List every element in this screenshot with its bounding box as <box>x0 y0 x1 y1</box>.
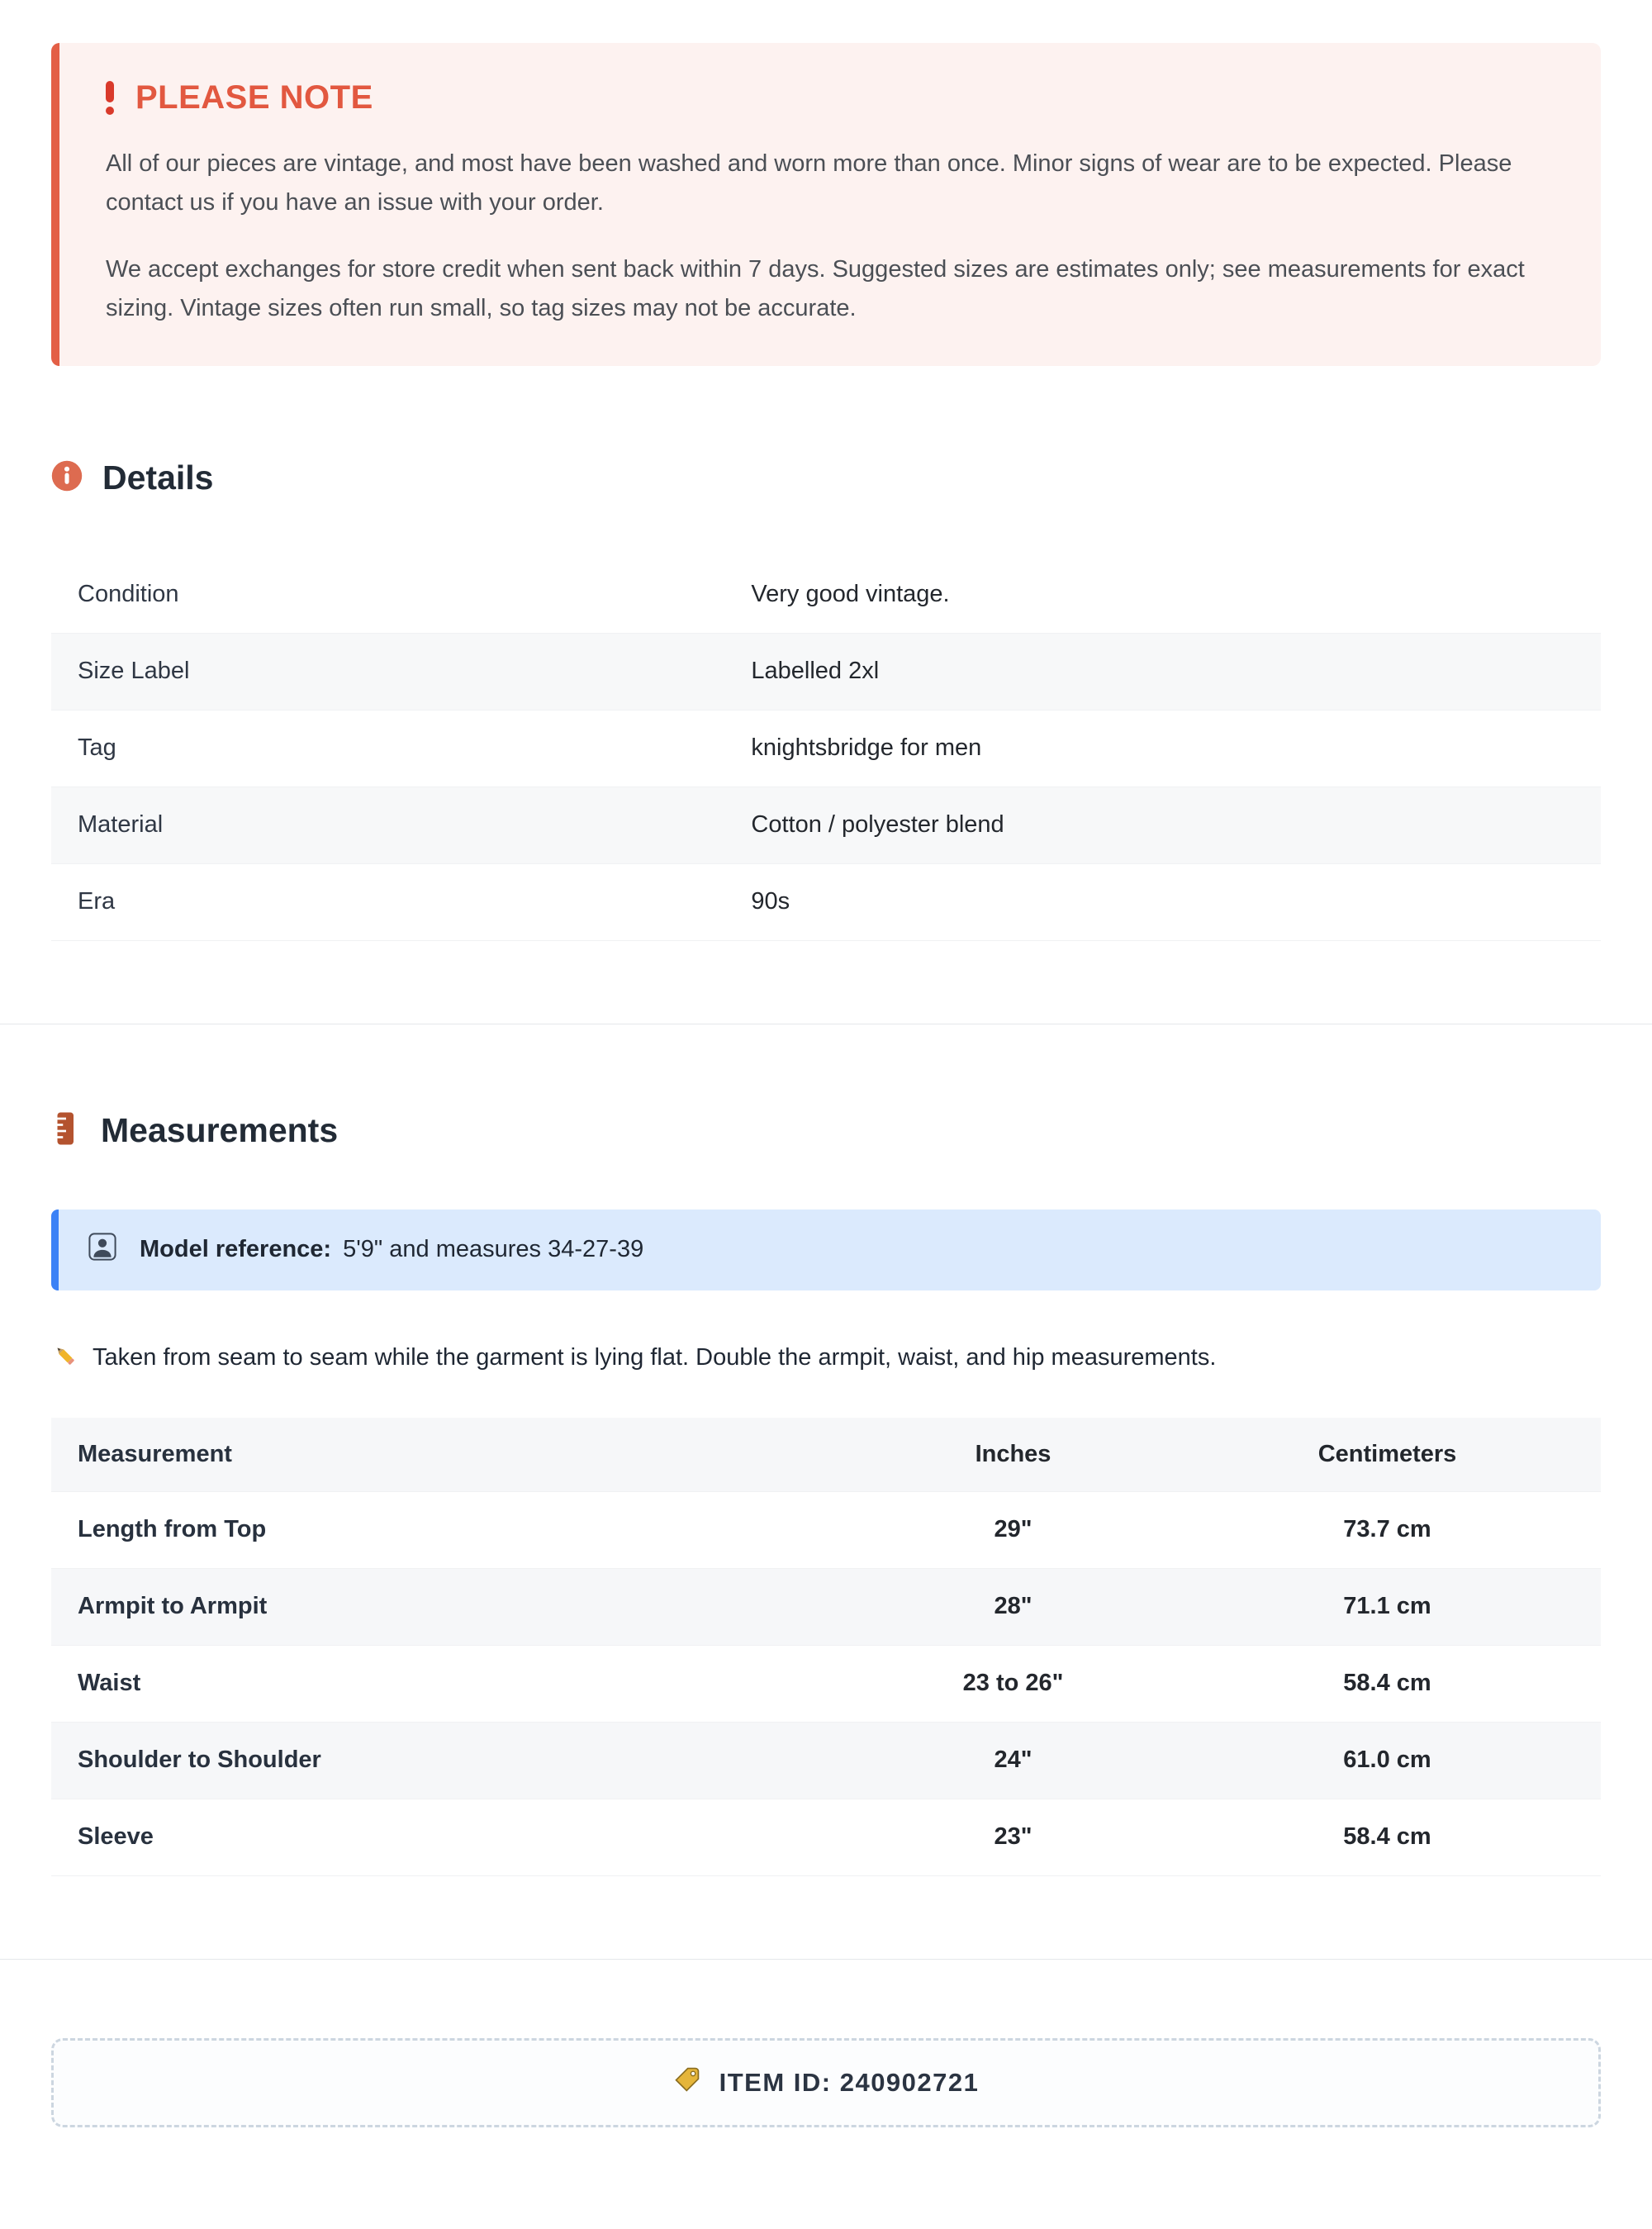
details-label: Tag <box>78 734 116 762</box>
details-label: Condition <box>78 581 179 608</box>
pencil-icon <box>51 1342 78 1375</box>
person-icon <box>88 1233 116 1267</box>
divider <box>0 1959 1652 1960</box>
model-reference-text <box>140 1236 643 1263</box>
details-row-size-label <box>51 634 1601 711</box>
model-reference-callout <box>51 1210 1601 1290</box>
measurement-cm: 58.4 cm <box>1343 1823 1431 1851</box>
measurement-cm: 61.0 cm <box>1343 1747 1431 1774</box>
top-section <box>0 43 1652 941</box>
details-row-condition <box>51 557 1601 634</box>
measurement-row-waist <box>51 1646 1601 1723</box>
measurement-name: Waist <box>78 1670 141 1697</box>
header-inches: Inches <box>975 1440 1051 1467</box>
details-value: Very good vintage. <box>751 581 950 608</box>
details-label: Size Label <box>78 658 190 685</box>
measurement-inches: 23" <box>994 1823 1032 1851</box>
measuring-note-text: Taken from seam to seam while the garment is lying flat. Double the armpit, waist, and hip measurements. <box>93 1344 1217 1371</box>
measurements-title: Measurements <box>101 1110 339 1149</box>
details-label: Material <box>78 811 164 839</box>
measurement-row-length <box>51 1492 1601 1569</box>
measurement-row-armpit <box>51 1569 1601 1646</box>
details-row-era <box>51 864 1601 941</box>
please-note-title: PLEASE NOTE <box>135 79 373 116</box>
measurement-inches: 28" <box>994 1593 1032 1620</box>
measurement-name: Length from Top <box>78 1516 267 1543</box>
note-paragraph-2: We accept exchanges for store credit when sent back within 7 days. Suggested sizes are estimates only; see measurements for exact sizing. Vintage sizes often run small, so tag sizes may not be accurate. <box>106 255 1525 321</box>
measurements-header <box>51 1111 1601 1150</box>
measurement-row-sleeve <box>51 1799 1601 1876</box>
details-value: knightsbridge for men <box>751 734 982 762</box>
measurements-section <box>51 1111 1601 1876</box>
measurement-row-shoulder <box>51 1723 1601 1799</box>
details-table <box>51 557 1601 941</box>
details-row-material <box>51 787 1601 864</box>
details-section <box>51 459 1601 941</box>
details-label: Era <box>78 888 116 915</box>
details-title: Details <box>102 458 214 497</box>
details-row-tag <box>51 711 1601 787</box>
measurement-cm: 73.7 cm <box>1343 1516 1431 1543</box>
measurement-inches: 29" <box>994 1516 1032 1543</box>
details-value: 90s <box>751 888 790 915</box>
tag-icon <box>673 2065 701 2100</box>
measurement-inches: 23 to 26" <box>962 1670 1064 1697</box>
measurements-container <box>0 1111 1652 1876</box>
measurement-inches: 24" <box>994 1747 1032 1774</box>
measurements-table-header <box>51 1418 1601 1492</box>
measurement-name: Sleeve <box>78 1823 154 1851</box>
details-header <box>51 459 1601 497</box>
exclamation-icon <box>106 81 114 115</box>
please-note-alert <box>51 43 1601 366</box>
header-measurement: Measurement <box>78 1440 232 1467</box>
model-reference-value: 5'9" and measures 34-27-39 <box>343 1236 644 1263</box>
footer-container <box>0 2038 1652 2127</box>
please-note-header <box>106 79 1551 116</box>
item-id-box <box>51 2038 1601 2127</box>
details-value: Cotton / polyester blend <box>751 811 1004 839</box>
measurement-cm: 58.4 cm <box>1343 1670 1431 1697</box>
model-reference-label: Model reference: <box>140 1236 332 1263</box>
measurement-name: Shoulder to Shoulder <box>78 1747 321 1774</box>
measuring-note <box>51 1342 1601 1375</box>
measurement-cm: 71.1 cm <box>1343 1593 1431 1620</box>
note-paragraph-1: All of our pieces are vintage, and most have been washed and worn more than once. Minor signs of wear are to be expected. Please contact us if you have an issue with your order. <box>106 150 1512 216</box>
ruler-icon <box>51 1111 81 1150</box>
measurement-name: Armpit to Armpit <box>78 1593 268 1620</box>
header-centimeters: Centimeters <box>1317 1440 1457 1467</box>
item-id-text: ITEM ID: 240902721 <box>719 2067 980 2097</box>
info-icon <box>51 460 83 496</box>
details-value: Labelled 2xl <box>751 658 880 685</box>
measurements-table <box>51 1418 1601 1876</box>
